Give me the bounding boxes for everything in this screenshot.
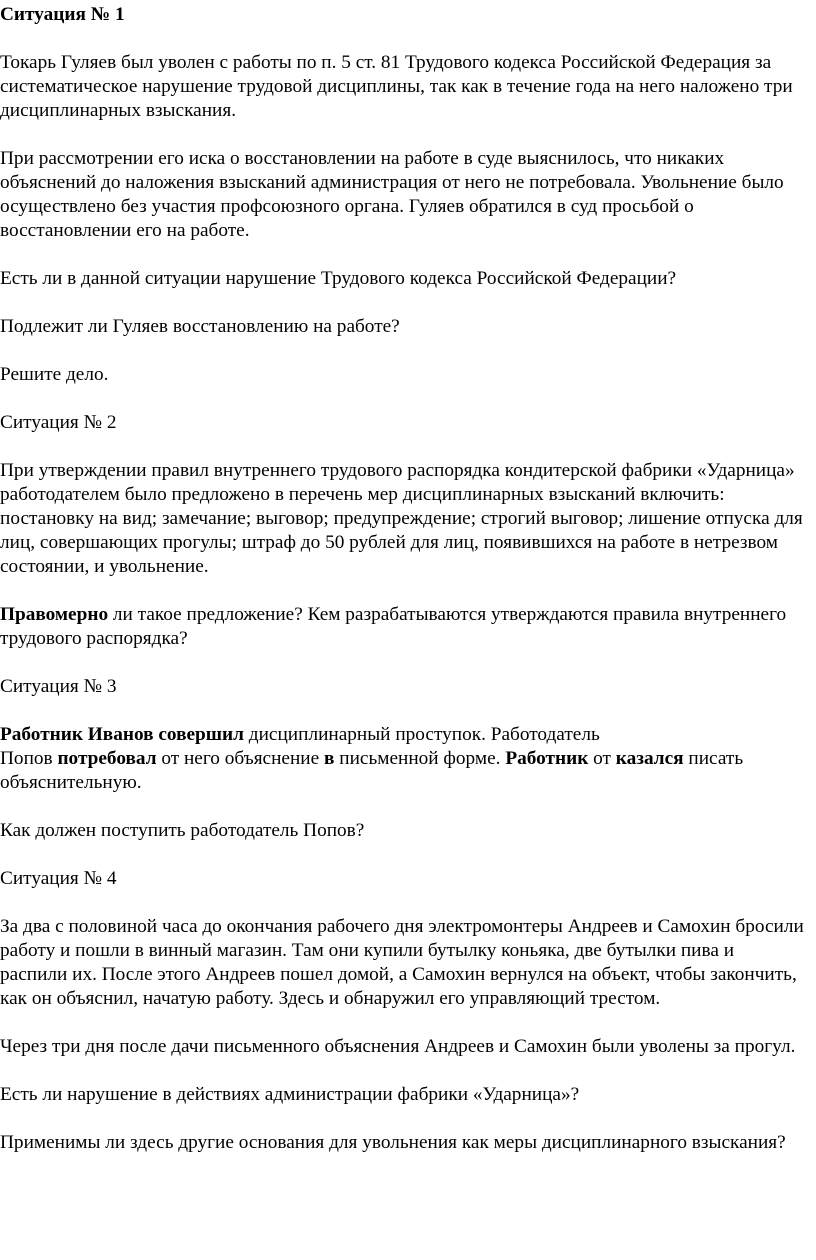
- situation-3-question-1: Как должен поступить работодатель Попов?: [0, 820, 365, 841]
- situation-1-paragraph-1: Токарь Гуляев был уволен с работы по п. 5 ст. 81 Трудового кодекса Российской Федерация за систематическое нарушение трудовой дисциплины, так как в течение года на него наложено три дисциплинарных взыскания.: [0, 52, 793, 121]
- situation-2-question-rest: ли такое предложение? Кем разрабатываются утверждаются правила внутреннего трудового распорядка?: [0, 604, 787, 649]
- situation-3-s1-rest: дисциплинарный проступок. Работодатель: [243, 724, 600, 745]
- situation-1-question-3: Решите дело.: [0, 364, 109, 385]
- situation-3-s2-a: Попов: [0, 748, 58, 769]
- situation-2-paragraph-1: При утверждении правил внутреннего трудового распорядка кондитерской фабрики «Ударница» работодателем было предложено в перечень мер дисциплинарных взысканий включить: постановку на вид; замечание; выговор; предупреждение; строгий выговор; лишение отпуска для лиц, совершающих прогулы; штраф до 50 рублей для лиц, появившихся на работе в нетрезвом состоянии, и увольнение.: [0, 460, 803, 577]
- situation-3-s2-i: писать объяснительную.: [0, 748, 744, 793]
- situation-3-s1-bold: Работник Иванов совершил: [0, 724, 244, 745]
- situation-2-question: [0, 603, 804, 651]
- situation-3-s2-e: письменной форме.: [334, 748, 506, 769]
- situation-1-title: [0, 3, 804, 27]
- situation-1-question-2: Подлежит ли Гуляев восстановлению на работе?: [0, 316, 400, 337]
- situation-4-paragraph-2: Через три дня после дачи письменного объяснения Андреев и Самохин были уволены за прогул.: [0, 1036, 796, 1057]
- situation-3-sentence-1: [0, 723, 804, 747]
- situation-4-question-2: Применимы ли здесь другие основания для увольнения как меры дисциплинарного взыскания?: [0, 1132, 786, 1153]
- situation-2-question-bold: Правомерно: [0, 604, 109, 625]
- situation-3-s2-c: от него объяснение: [156, 748, 325, 769]
- situation-1-title-text: Ситуация № 1: [0, 4, 125, 25]
- situation-4-title: Ситуация № 4: [0, 868, 117, 889]
- situation-1-paragraph-2: При рассмотрении его иска о восстановлении на работе в суде выяснилось, что никаких объяснений до наложения взысканий администрация от него не потребовала. Увольнение было осуществлено без участия профсоюзного органа. Гуляев обратился в суд просьбой о восстановлении его на работе.: [0, 148, 784, 241]
- situation-4-paragraph-1: За два с половиной часа до окончания рабочего дня электромонтеры Андреев и Самохин бросили работу и пошли в винный магазин. Там они купили бутылку коньяка, две бутылки пива и распили их. После этого Андреев пошел домой, а Самохин вернулся на объект, чтобы закончить, как он объяснил, начатую работу. Здесь и обнаружил его управляющий трестом.: [0, 916, 804, 1009]
- situation-3-s2-d: в: [324, 748, 335, 769]
- situation-4-question-1: Есть ли нарушение в действиях администрации фабрики «Ударница»?: [0, 1084, 580, 1105]
- situation-3-s2-g: от: [588, 748, 616, 769]
- situation-3-s2-h: казался: [615, 748, 684, 769]
- situation-3-title: Ситуация № 3: [0, 676, 117, 697]
- situation-2-title: Ситуация № 2: [0, 412, 117, 433]
- situation-3-sentence-2: [0, 747, 804, 795]
- situation-1-question-1: Есть ли в данной ситуации нарушение Трудового кодекса Российской Федерации?: [0, 268, 677, 289]
- situation-3-s2-f: Работник: [505, 748, 589, 769]
- situation-3-s2-b: потребовал: [57, 748, 157, 769]
